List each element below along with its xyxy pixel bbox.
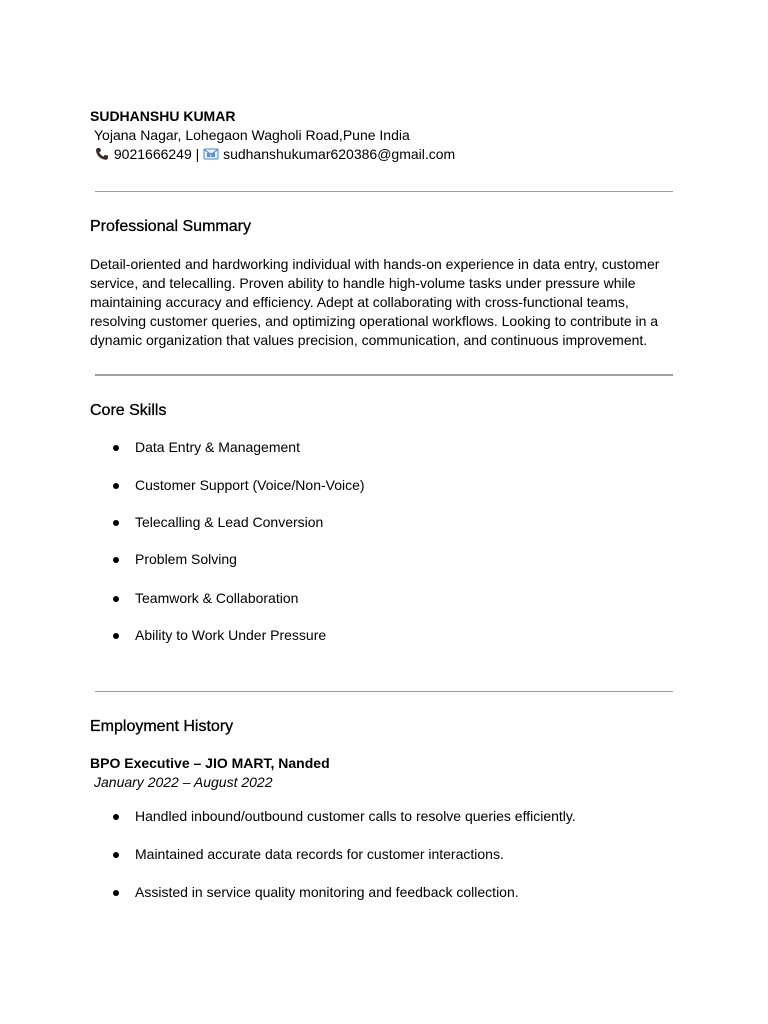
skill-label: Data Entry & Management xyxy=(135,439,300,455)
skill-label: Problem Solving xyxy=(135,551,237,567)
section-divider xyxy=(95,374,673,376)
job-duty-text: Handled inbound/outbound customer calls to resolve queries efficiently. xyxy=(135,808,576,824)
summary-line: resolving customer queries, and optimizing operational workflows. Looking to contribute in a xyxy=(90,313,659,329)
summary-line: service, and telecalling. Proven ability to handle high-volume tasks under pressure while xyxy=(90,275,636,291)
address: Yojana Nagar, Lohegaon Wagholi Road,Pune India xyxy=(94,127,410,143)
contact-line xyxy=(94,146,455,163)
candidate-name: SUDHANSHU KUMAR xyxy=(90,108,236,124)
email-address: sudhanshukumar620386@gmail.com xyxy=(223,146,456,162)
skill-label: Ability to Work Under Pressure xyxy=(135,627,327,643)
job-title: BPO Executive – JIO MART, Nanded xyxy=(90,755,330,771)
employment-heading: Employment History xyxy=(90,718,234,735)
job-dates: January 2022 – August 2022 xyxy=(94,774,273,790)
skill-label: Customer Support (Voice/Non-Voice) xyxy=(135,477,365,493)
summary-text xyxy=(90,255,670,350)
phone-number: 9021666249 xyxy=(113,146,192,162)
summary-line: dynamic organization that values precision, communication, and continuous improvement. xyxy=(90,332,648,348)
summary-heading: Professional Summary xyxy=(90,218,251,235)
skills-heading: Core Skills xyxy=(90,402,167,419)
section-divider xyxy=(95,191,673,192)
summary-line: maintaining accuracy and efficiency. Adept at collaborating with cross-functional teams, xyxy=(90,294,629,310)
skill-label: Teamwork & Collaboration xyxy=(135,590,299,606)
skill-label: Telecalling & Lead Conversion xyxy=(135,514,324,530)
telephone-receiver-icon xyxy=(94,147,110,161)
contact-separator: | xyxy=(195,146,200,162)
section-divider xyxy=(95,691,673,692)
job-duty-text: Maintained accurate data records for customer interactions. xyxy=(135,846,504,862)
email-icon xyxy=(203,147,219,161)
job-duty-text: Assisted in service quality monitoring and feedback collection. xyxy=(135,884,519,900)
summary-line: Detail-oriented and hardworking individual with hands-on experience in data entry, customer xyxy=(90,256,660,272)
svg-text:E: E xyxy=(210,153,213,158)
